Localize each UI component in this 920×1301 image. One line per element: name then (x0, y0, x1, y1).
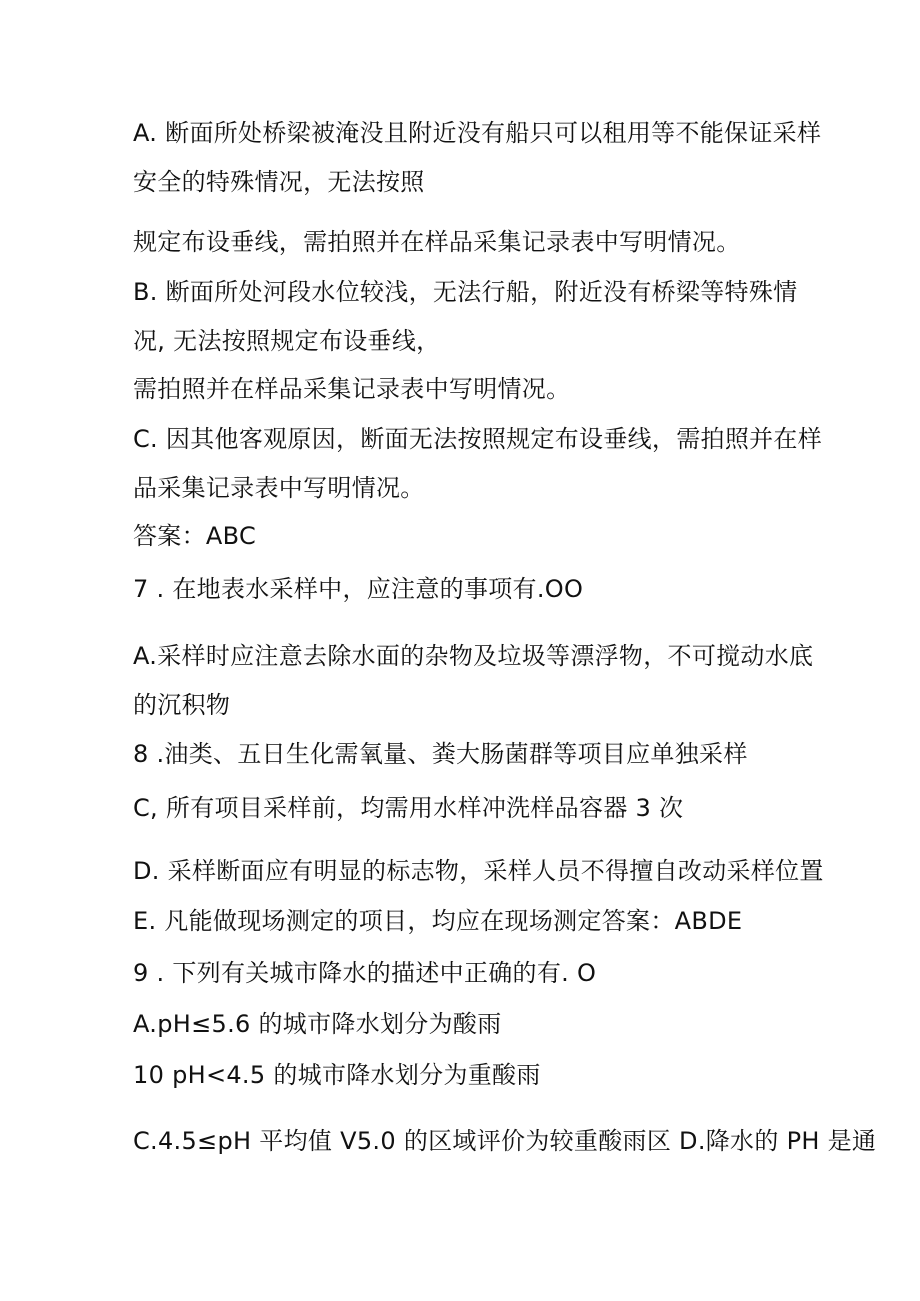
question-9: 9 . 下列有关城市降水的描述中正确的有. O (133, 959, 597, 987)
text-line-q7-option-a-part2: 的沉积物 (133, 691, 231, 719)
text-line-q9-option-c-d: C.4.5≤pH 平均值 V5.0 的区域评价为较重酸雨区 D.降水的 PH 是通 (133, 1127, 877, 1155)
question-10: 10 pH<4.5 的城市降水划分为重酸雨 (133, 1061, 541, 1089)
text-line-option-c-part1: C. 因其他客观原因，断面无法按照规定布设垂线，需拍照并在样 (133, 425, 823, 453)
text-line-option-b-part3: 需拍照并在样品采集记录表中写明情况。 (133, 375, 571, 403)
text-line-q7-option-d: D. 采样断面应有明显的标志物，采样人员不得擅自改动采样位置 (133, 857, 824, 885)
text-line-q9-option-a: A.pH≤5.6 的城市降水划分为酸雨 (133, 1010, 502, 1038)
text-line-q7-option-e: E. 凡能做现场测定的项目，均应在现场测定答案：ABDE (133, 907, 743, 935)
text-line-option-a-part1: A. 断面所处桥梁被淹没且附近没有船只可以租用等不能保证采样 (133, 119, 822, 147)
text-line-q7-option-a-part1: A.采样时应注意去除水面的杂物及垃圾等漂浮物，不可搅动水底 (133, 642, 814, 670)
text-line-option-a-part3: 规定布设垂线，需拍照并在样品采集记录表中写明情况。 (133, 228, 741, 256)
question-8: 8 .油类、五日生化需氧量、粪大肠菌群等项目应单独采样 (133, 740, 748, 768)
text-line-option-c-part2: 品采集记录表中写明情况。 (133, 474, 425, 502)
text-line-q7-option-c: C, 所有项目采样前，均需用水样冲洗样品容器 3 次 (133, 794, 684, 822)
text-line-option-b-part2: 况, 无法按照规定布设垂线， (133, 327, 441, 355)
text-line-option-b-part1: B. 断面所处河段水位较浅，无法行船，附近没有桥梁等特殊情 (133, 278, 798, 306)
question-7: 7 . 在地表水采样中，应注意的事项有.OO (133, 575, 584, 603)
answer-line: 答案：ABC (133, 522, 257, 550)
text-line-option-a-part2: 安全的特殊情况，无法按照 (133, 168, 425, 196)
